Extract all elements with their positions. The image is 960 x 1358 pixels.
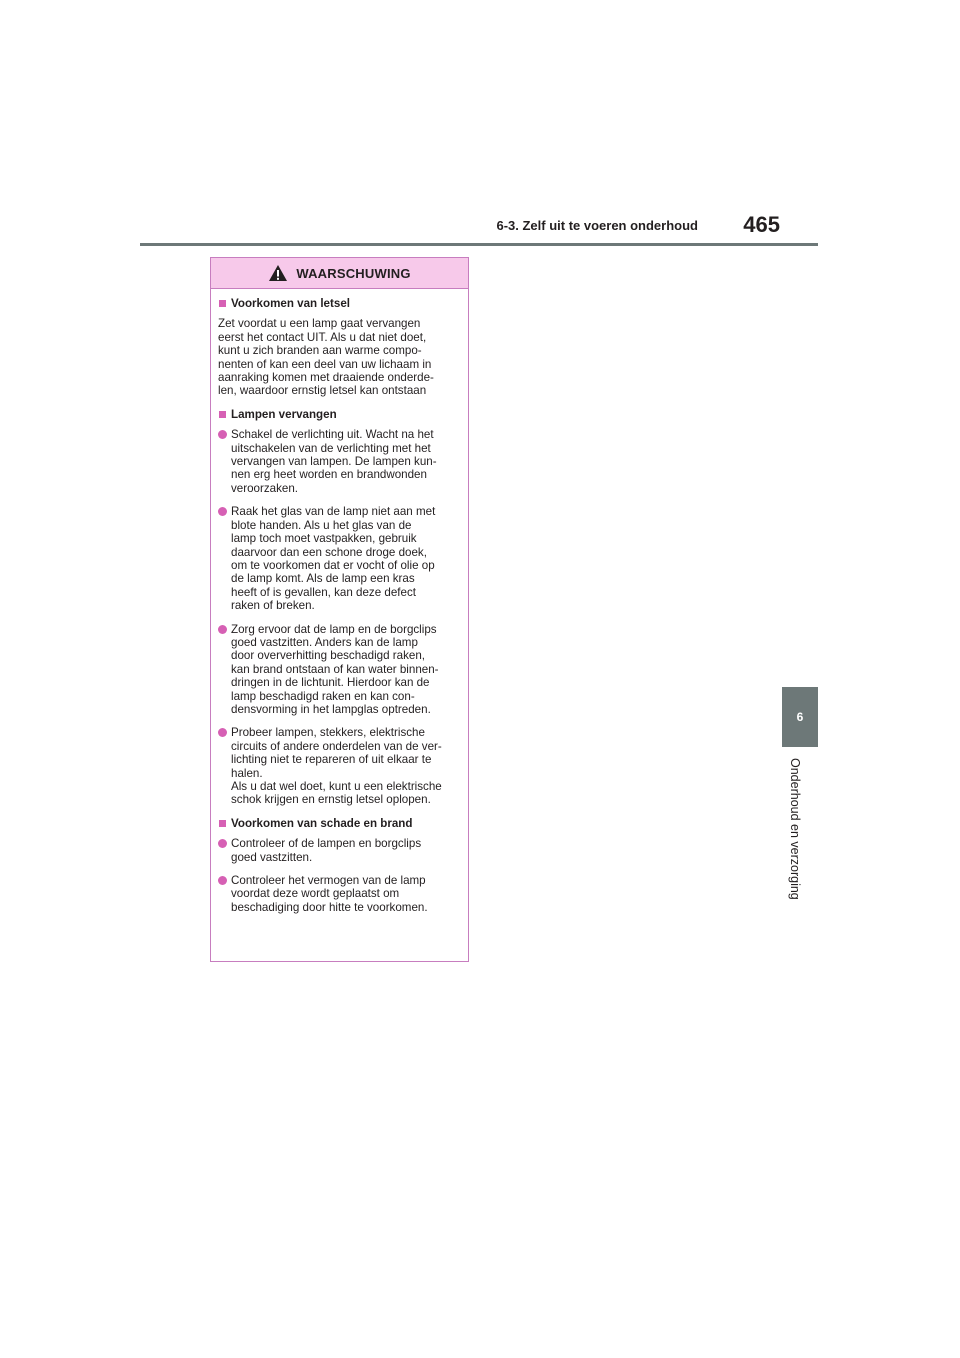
circle-bullet-icon xyxy=(218,430,227,439)
warning-body xyxy=(211,289,468,914)
list-item: Schakel de verlichting uit. Wacht na het uitschakelen van de verlichting met het vervangen van lampen. De lampen kun- nen erg heet worden en brandwonden veroorzaken. xyxy=(218,428,463,495)
circle-bullet-icon xyxy=(218,839,227,848)
list-item: Zorg ervoor dat de lamp en de borgclips goed vastzitten. Anders kan de lamp door oververhitting beschadigd raken, kan brand ontstaan of kan water binnen- dringen in de lichtunit. Hierdoor kan de lamp beschadigd raken en kan con- densvorming in het lampglas optreden. xyxy=(218,623,463,717)
warning-box xyxy=(210,257,469,962)
warning-subheading: Voorkomen van letsel xyxy=(218,297,463,310)
warning-triangle-icon xyxy=(268,264,288,282)
list-item: Controleer het vermogen van de lamp voordat deze wordt geplaatst om beschadiging door hitte te voorkomen. xyxy=(218,874,463,914)
page-number: 465 xyxy=(743,212,780,237)
warning-paragraph: Zet voordat u een lamp gaat vervangen eerst het contact UIT. Als u dat niet doet, kunt u zich branden aan warme compo- nenten of kan een deel van uw lichaam in aanraking komen met draaiende onderde- len, waardoor ernstig letsel kan ontstaan xyxy=(218,317,434,398)
square-bullet-icon xyxy=(219,820,226,827)
circle-bullet-icon xyxy=(218,876,227,885)
circle-bullet-icon xyxy=(218,728,227,737)
list-item: Controleer of de lampen en borgclips goed vastzitten. xyxy=(218,837,463,864)
warning-subheading: Lampen vervangen xyxy=(218,408,463,421)
circle-bullet-icon xyxy=(218,507,227,516)
header-divider xyxy=(140,243,818,246)
chapter-number: 6 xyxy=(796,710,804,724)
warning-subheading: Voorkomen van schade en brand xyxy=(218,817,463,830)
square-bullet-icon xyxy=(219,411,226,418)
circle-bullet-icon xyxy=(218,625,227,634)
warning-title: WAARSCHUWING xyxy=(296,265,411,281)
section-title: 6-3. Zelf uit te voeren onderhoud xyxy=(496,218,698,233)
chapter-tab[interactable] xyxy=(782,687,818,747)
square-bullet-icon xyxy=(219,300,226,307)
chapter-title: Onderhoud en verzorging xyxy=(788,758,802,900)
list-item: Raak het glas van de lamp niet aan met blote handen. Als u het glas van de lamp toch moet vastpakken, gebruik daarvoor dan een schone droge doek, om te voorkomen dat er vocht of olie op de lamp komt. Als de lamp een kras heeft of is gevallen, kan deze defect raken of breken. xyxy=(218,505,463,612)
list-item: Probeer lampen, stekkers, elektrische circuits of andere onderdelen van de ver- lichting niet te repareren of uit elkaar te halen. Als u dat wel doet, kunt u een elektrische schok krijgen en ernstig letsel oplopen. xyxy=(218,726,463,806)
warning-header xyxy=(211,258,468,289)
